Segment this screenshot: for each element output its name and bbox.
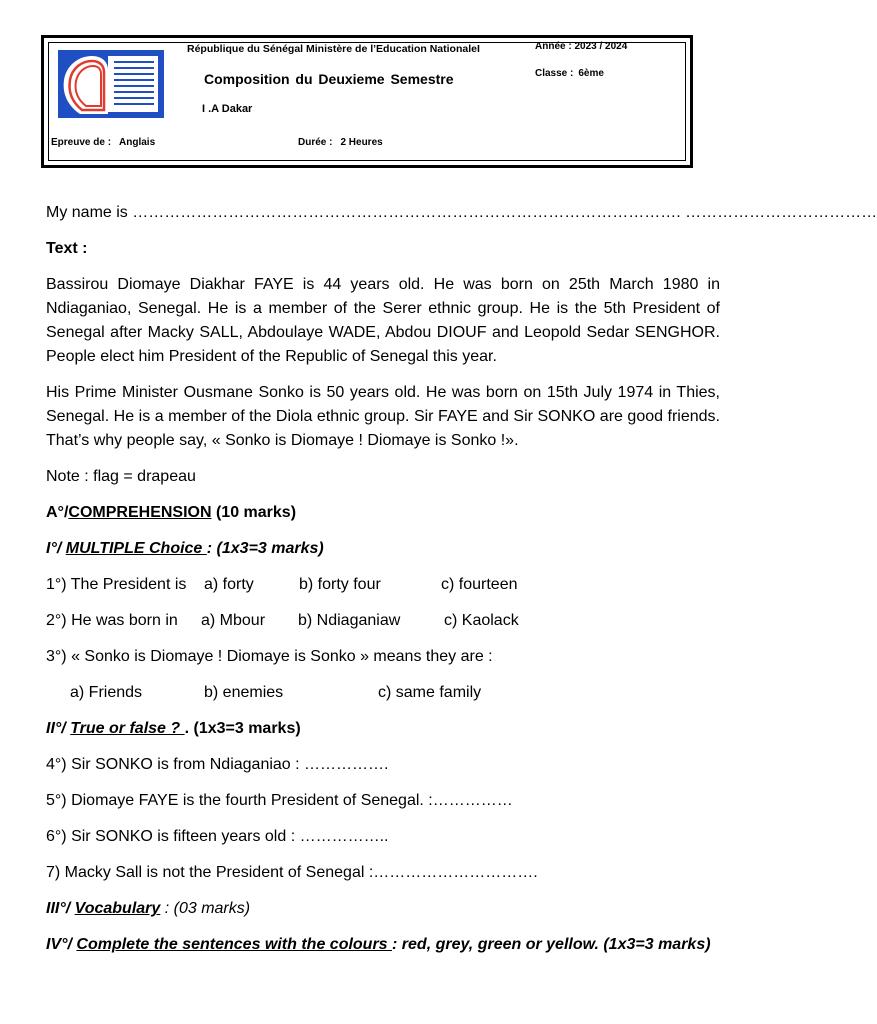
subject-info	[51, 137, 155, 148]
class-value: 6ème	[578, 68, 604, 79]
duration-value: 2 Heures	[340, 137, 383, 148]
question-4: 4°) Sir SONKO is from Ndiaganiao : …………….	[46, 756, 389, 773]
question-3-option-b: b) enemies	[204, 684, 284, 701]
name-line: My name is …………………………………………………………………………………………. ………………………………	[46, 204, 877, 221]
question-1	[46, 573, 722, 597]
comprehension-title: COMPREHENSION	[68, 504, 212, 521]
question-3-option-c: c) same family	[378, 684, 482, 701]
paragraph-1: Bassirou Diomaye Diakhar FAYE is 44 years old. He was born on 25th March 1980 in Ndiaganiao, Senegal. He is a member of the Serer ethnic group. He is the 5th President of Senegal after Macky SALL, Abdoulaye WADE, Abdou DIOUF and Leopold Sedar SENGHOR. People elect him President of the Republic of Senegal this year.	[46, 276, 720, 365]
question-2-option-c: c) Kaolack	[444, 612, 519, 629]
exam-title: Composition du Deuxieme Semestre	[204, 71, 454, 87]
subject-value: Anglais	[119, 137, 156, 148]
vocabulary-heading: III°/ Vocabulary : (03 marks)	[46, 900, 251, 917]
paragraph-2: His Prime Minister Ousmane Sonko is 50 years old. He was born on 15th July 1974 in Thies, Senegal. He is a member of the Diola ethnic group. Sir FAYE and Sir SONKO are good friends. That’s why people say, « Sonko is Diomaye ! Diomaye is Sonko !».	[46, 384, 720, 449]
question-2	[46, 609, 722, 633]
note-line: Note : flag = drapeau	[46, 468, 196, 485]
duration-label: Durée :	[298, 137, 333, 148]
academy-city: I .A Dakar	[202, 103, 253, 115]
question-3-options	[46, 681, 722, 705]
multiple-choice-heading: I°/ MULTIPLE Choice : (1x3=3 marks)	[46, 540, 324, 557]
multiple-choice-title: MULTIPLE Choice	[65, 540, 207, 557]
text-heading: Text :	[46, 240, 88, 257]
ministry-text: République du Sénégal Ministère de l’Education NationaleI	[187, 43, 480, 55]
duration-info	[298, 137, 383, 148]
question-3-option-a: a) Friends	[70, 684, 143, 701]
true-false-title: True or false ?	[70, 720, 185, 737]
question-7: 7) Macky Sall is not the President of Senegal :………………………….	[46, 864, 538, 881]
school-year: Année : 2023 / 2024	[535, 41, 628, 52]
head-document-logo-icon	[58, 50, 164, 118]
true-false-heading: II°/ True or false ? . (1x3=3 marks)	[46, 720, 301, 737]
colours-heading: IV°/ Complete the sentences with the colours : red, grey, green or yellow. (1x3=3 marks)	[46, 936, 711, 953]
question-1-option-b: b) forty four	[299, 576, 381, 593]
question-1-option-a: a) forty	[204, 576, 254, 593]
question-2-stem: 2°) He was born in	[46, 612, 178, 629]
question-1-stem: 1°) The President is	[46, 576, 187, 593]
question-2-option-b: b) Ndiaganiaw	[298, 612, 401, 629]
question-3-stem: 3°) « Sonko is Diomaye ! Diomaye is Sonko » means they are :	[46, 648, 493, 665]
class-info	[535, 68, 604, 79]
comprehension-heading: A°/COMPREHENSION (10 marks)	[46, 504, 297, 521]
question-5: 5°) Diomaye FAYE is the fourth President of Senegal. :……………	[46, 792, 513, 809]
vocabulary-title: Vocabulary	[74, 900, 161, 917]
question-2-option-a: a) Mbour	[201, 612, 266, 629]
question-1-option-c: c) fourteen	[441, 576, 518, 593]
class-label: Classe :	[535, 68, 574, 79]
question-6: 6°) Sir SONKO is fifteen years old : ……………..	[46, 828, 389, 845]
colours-title: Complete the sentences with the colours	[76, 936, 393, 953]
subject-label: Epreuve de :	[51, 137, 112, 148]
